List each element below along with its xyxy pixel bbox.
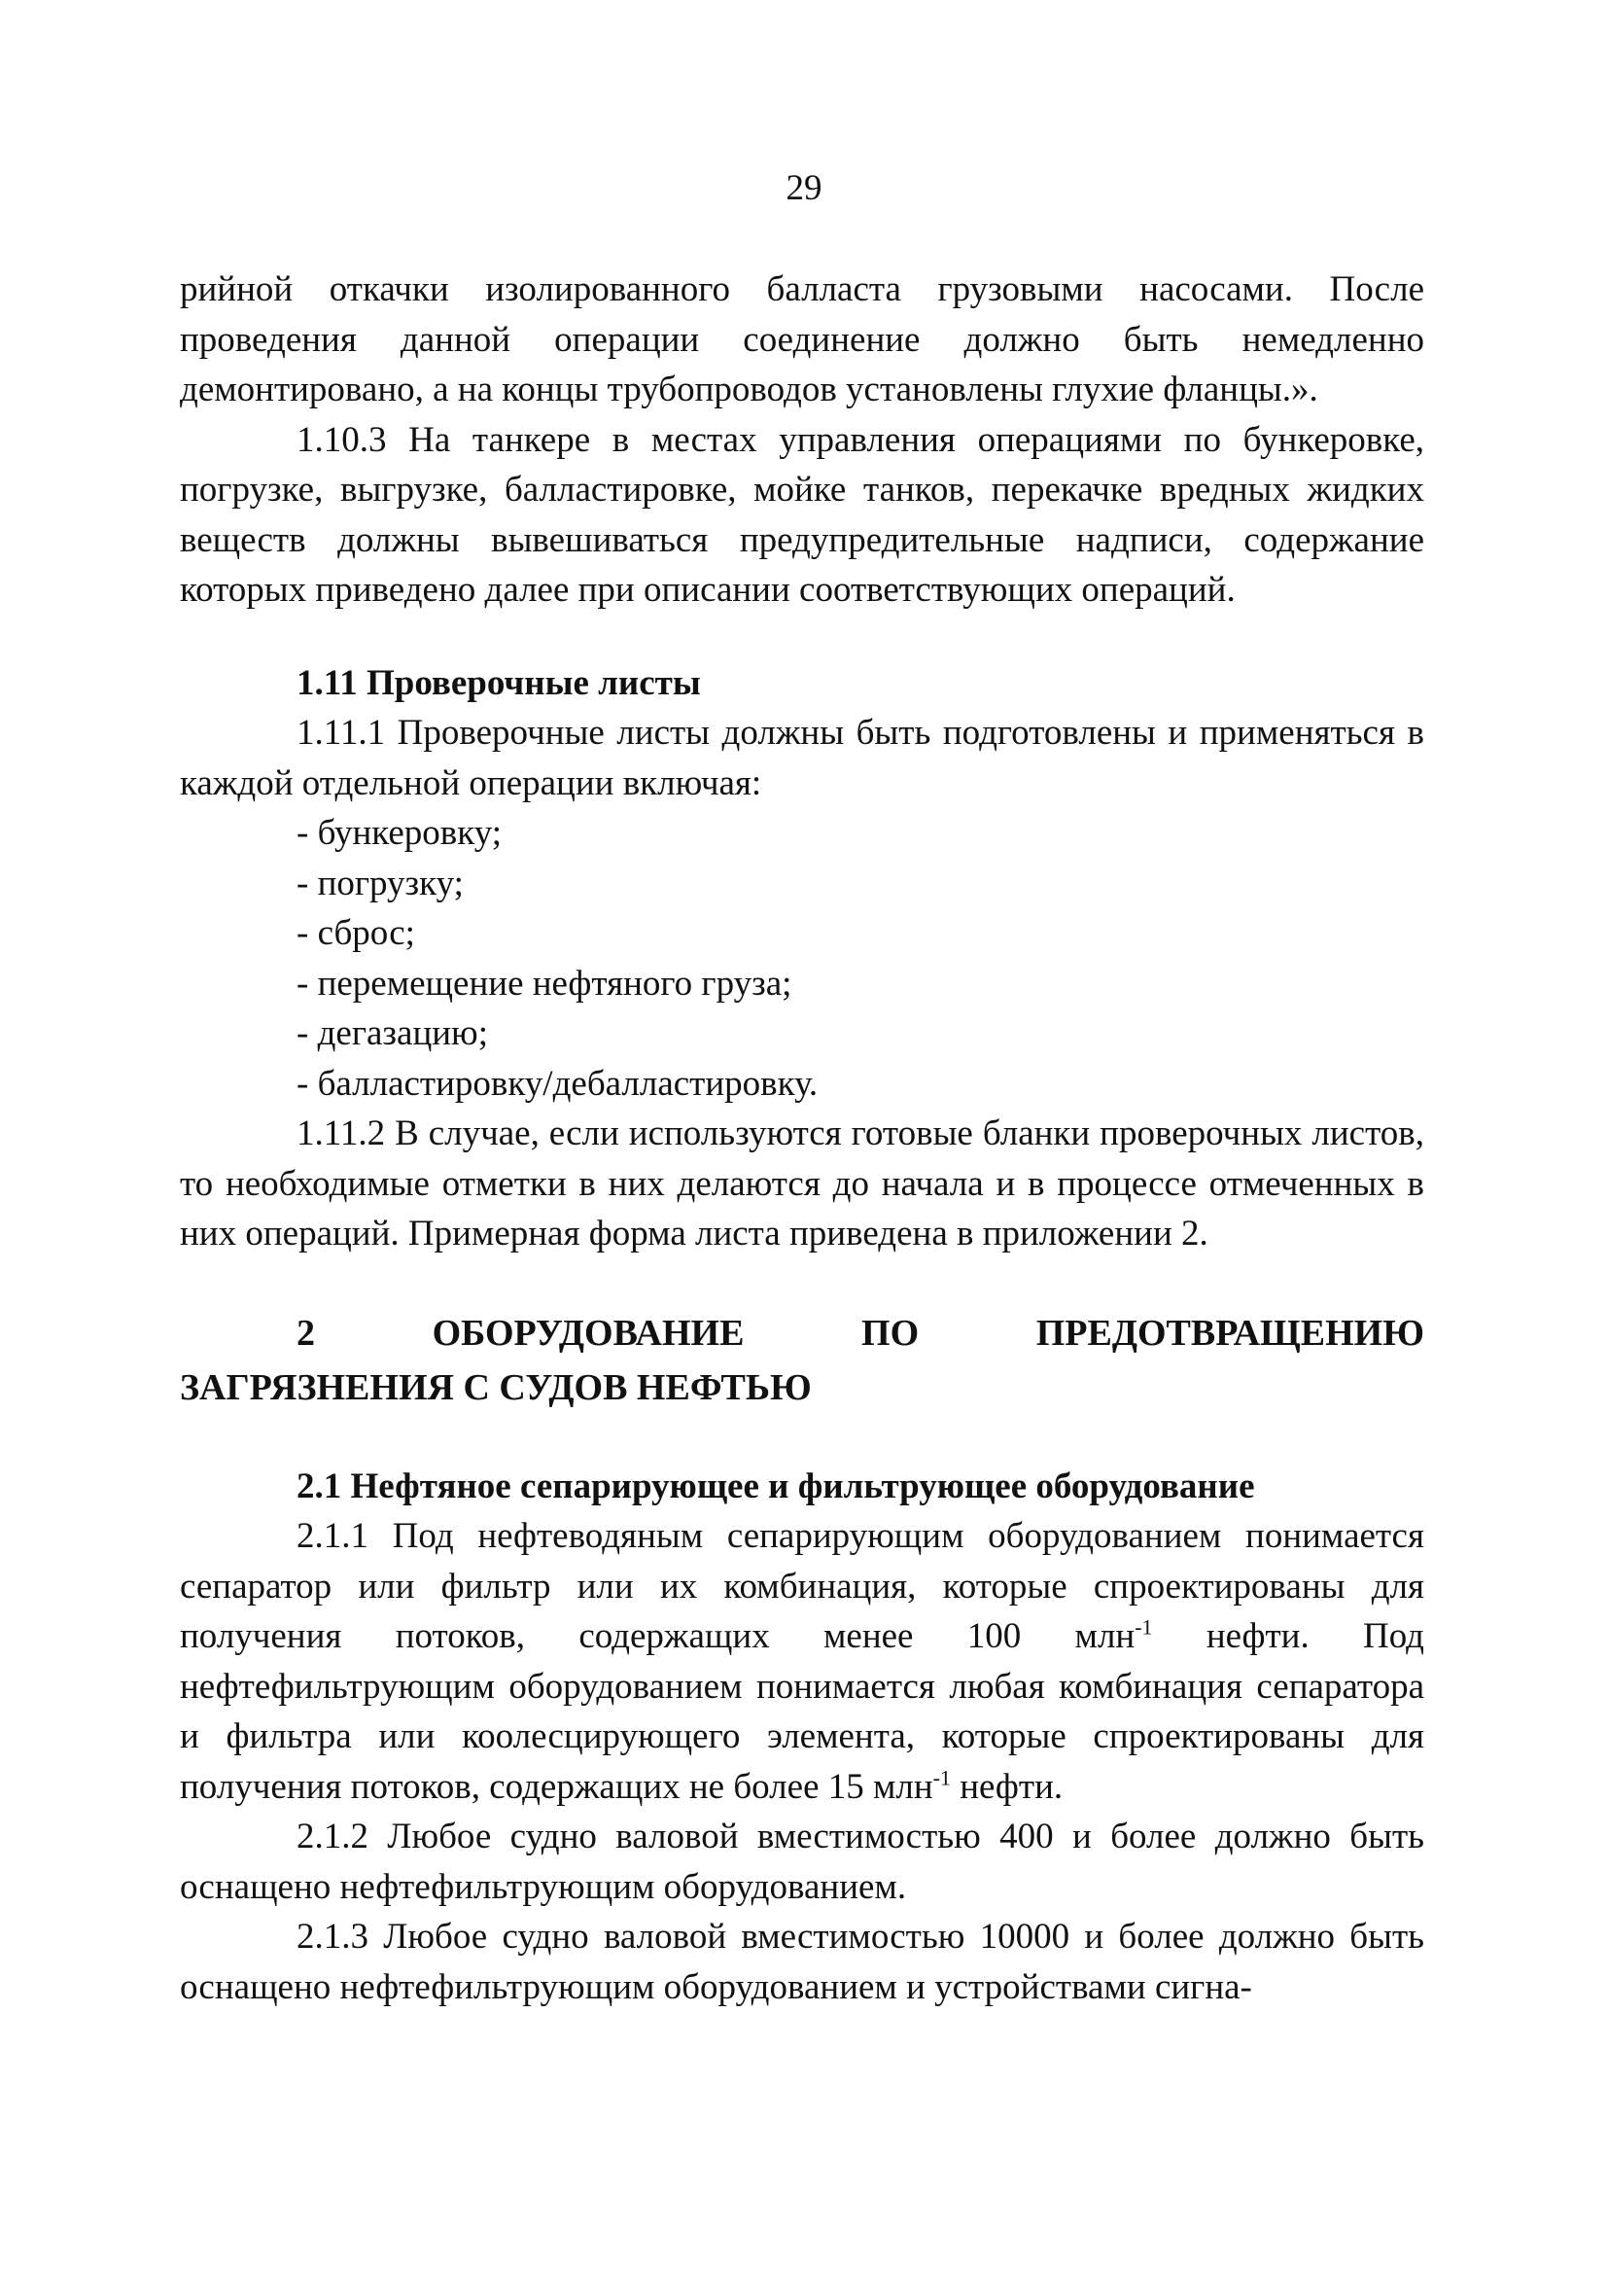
- paragraph-2-1-1-part3: нефти.: [951, 1766, 1064, 1807]
- section-2-number: 2: [297, 1312, 315, 1354]
- section-2-title-line2: ЗАГРЯЗНЕНИЯ С СУДОВ НЕФТЬЮ: [180, 1366, 812, 1408]
- section-2-title-word: ОБОРУДОВАНИЕ: [432, 1312, 745, 1354]
- heading-2-1: 2.1 Нефтяное сепарирующее и фильтрующее оборудование: [297, 1466, 1255, 1506]
- list-item: - балластировку/дебалластировку.: [297, 1063, 819, 1104]
- paragraph-2-1-3: 2.1.3 Любое судно валовой вместимостью 10000 и более должно быть оснащено нефтефильтрующим оборудованием и устройствами сигна-: [180, 1917, 1424, 2007]
- paragraph-1-10-3: 1.10.3 На танкере в местах управления операциями по бункеровке, погрузке, выгрузке, балластировке, мойке танков, перекачке вредных жидких веществ должны вывешиваться предупредительные надписи, содержание которых приведено далее при описании соответствующих операций.: [180, 419, 1424, 610]
- list-item: - сброс;: [297, 913, 415, 953]
- paragraph-2-1-1-part1: 2.1.1 Под нефтеводяным сепарирующим оборудованием понимается сепаратор или фильтр или их комбинация, которые спроектированы для получения потоков, содержащих менее 100 млн: [180, 1516, 1424, 1656]
- paragraph-2-1-2: 2.1.2 Любое судно валовой вместимостью 400 и более должно быть оснащено нефтефильтрующим оборудованием.: [180, 1817, 1424, 1907]
- section-2-title-word: ПРЕДОТВРАЩЕНИЮ: [1035, 1312, 1424, 1354]
- list-item: - дегазацию;: [297, 1013, 488, 1053]
- list-item: - бункеровку;: [297, 813, 502, 853]
- section-2-title: [180, 1306, 1424, 1415]
- page-number: 29: [786, 168, 822, 208]
- superscript-exponent: -1: [1135, 1614, 1153, 1640]
- paragraph-2-1-1: [180, 1511, 1424, 1812]
- section-2-title-word: ПО: [861, 1312, 920, 1354]
- paragraph-1-11-1: 1.11.1 Проверочные листы должны быть подготовлены и применяться в каждой отдельной операции включая:: [180, 713, 1424, 803]
- paragraph-continuation: рийной откачки изолированного балласта грузовыми насосами. После проведения данной операции соединение должно быть немедленно демонтировано, а на концы трубопроводов установлены глухие фланцы.».: [180, 269, 1424, 409]
- heading-1-11: 1.11 Проверочные листы: [297, 662, 701, 703]
- superscript-exponent: -1: [932, 1765, 951, 1790]
- list-item: - погрузку;: [297, 863, 464, 903]
- checklist-operations-list: [180, 808, 1424, 1109]
- paragraph-2-1-1-part2: нефти. Под нефтефильтрующим оборудованием понимается любая комбинация сепаратора и фильтра или коолесцирующего элемента, которые спроектированы для получения потоков, содержащих не более 15 млн: [180, 1616, 1424, 1807]
- paragraph-1-11-2: 1.11.2 В случае, если используются готовые бланки проверочных листов, то необходимые отметки в них делаются до начала и в процессе отмеченных в них операций. Примерная форма листа приведена в приложении 2.: [180, 1113, 1424, 1254]
- list-item: - перемещение нефтяного груза;: [297, 963, 792, 1004]
- page-content: [180, 265, 1424, 2012]
